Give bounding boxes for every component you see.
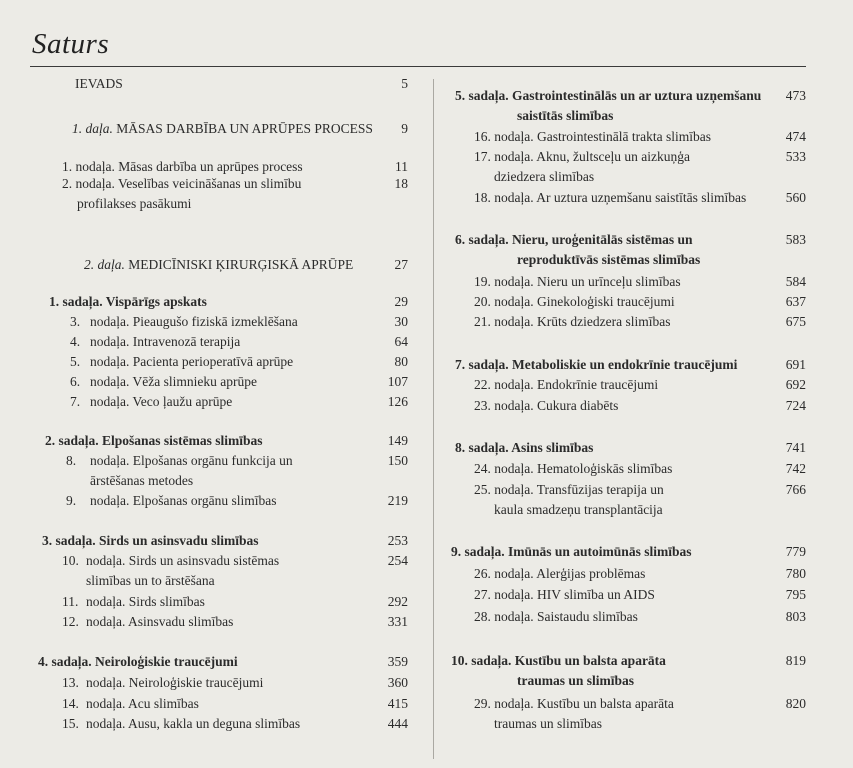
toc-page-number: 795: [785, 587, 806, 602]
toc-entry-label: 19. nodaļa. Nieru un urīnceļu slimības: [474, 274, 681, 289]
column-divider: [433, 79, 434, 759]
toc-page-number: 359: [387, 654, 408, 669]
toc-entry-continuation: dziedzera slimības: [494, 169, 595, 184]
toc-entry-label: nodaļa. Sirds un asinsvadu sistēmas: [86, 553, 280, 568]
toc-page-number: 584: [785, 274, 806, 289]
toc-entry-label: 1. nodaļa. Māsas darbība un aprūpes process: [62, 159, 303, 174]
toc-page-number: 331: [387, 614, 408, 629]
chapter-number: 7.: [70, 394, 81, 409]
toc-page-number: 560: [785, 190, 806, 205]
toc-page-number: 64: [394, 334, 408, 349]
toc-entry-label: nodaļa. Elpošanas orgānu slimības: [90, 493, 277, 508]
toc-page-number: 637: [785, 294, 806, 309]
toc-page-number: 219: [387, 493, 408, 508]
toc-entry-label: 28. nodaļa. Saistaudu slimības: [474, 609, 638, 624]
toc-page-number: 819: [785, 653, 806, 668]
section-title: 10. sadaļa. Kustību un balsta aparāta: [451, 653, 666, 668]
toc-page-number: 741: [785, 440, 806, 455]
section-title: 5. sadaļa. Gastrointestinālās un ar uztura uzņemšanu: [455, 88, 762, 103]
section-title: 1. sadaļa. Vispārīgs apskats: [49, 294, 207, 309]
toc-page-number: 583: [785, 232, 806, 247]
toc-entry-label: 20. nodaļa. Ginekoloģiski traucējumi: [474, 294, 675, 309]
toc-page-number: 415: [387, 696, 408, 711]
toc-page-number: 254: [387, 553, 408, 568]
toc-page-number: 5: [401, 76, 408, 91]
toc-entry-label: IEVADS: [75, 76, 123, 91]
toc-entry-continuation: ārstēšanas metodes: [90, 473, 194, 488]
toc-page-number: 803: [785, 609, 806, 624]
toc-page-number: 30: [394, 314, 408, 329]
section-title: 6. sadaļa. Nieru, uroģenitālās sistēmas un: [455, 232, 693, 247]
toc-entry-label: nodaļa. Asinsvadu slimības: [86, 614, 234, 629]
toc-page-number: 80: [394, 354, 408, 369]
chapter-number: 15.: [62, 716, 79, 731]
chapter-number: 10.: [62, 553, 79, 568]
chapter-number: 4.: [70, 334, 81, 349]
toc-page-number: 18: [394, 176, 408, 191]
toc-page-number: 29: [394, 294, 408, 309]
section-title-continuation: reproduktīvās sistēmas slimības: [517, 252, 701, 267]
toc-page-number: 779: [785, 544, 806, 559]
page-title: Saturs: [32, 28, 110, 60]
toc-page-number: 692: [785, 377, 806, 392]
toc-entry-continuation: traumas un slimības: [494, 716, 602, 731]
part-prefix: 2. daļa.: [84, 257, 125, 272]
toc-page-number: 149: [387, 433, 408, 448]
toc-page-number: 292: [387, 594, 408, 609]
toc-entry-continuation: slimības un to ārstēšana: [86, 573, 215, 588]
chapter-number: 5.: [70, 354, 81, 369]
toc-entry-label: nodaļa. Pacienta perioperatīvā aprūpe: [90, 354, 294, 369]
toc-entry-label: 29. nodaļa. Kustību un balsta aparāta: [474, 696, 674, 711]
toc-page-number: 360: [387, 675, 408, 690]
toc-entry-label: nodaļa. Neiroloģiskie traucējumi: [86, 675, 264, 690]
chapter-number: 6.: [70, 374, 81, 389]
toc-page-number: 27: [394, 257, 408, 272]
section-title: 4. sadaļa. Neiroloģiskie traucējumi: [38, 654, 238, 669]
toc-page-number: 691: [785, 357, 806, 372]
toc-page-number: 780: [785, 566, 806, 581]
toc-entry-label: nodaļa. Intravenozā terapija: [90, 334, 241, 349]
chapter-number: 12.: [62, 614, 79, 629]
chapter-number: 13.: [62, 675, 79, 690]
chapter-number: 11.: [62, 594, 79, 609]
toc-page-number: 253: [387, 533, 408, 548]
toc-page-number: 150: [387, 453, 408, 468]
toc-entry-label: 21. nodaļa. Krūts dziedzera slimības: [474, 314, 671, 329]
toc-page-number: 107: [387, 374, 408, 389]
section-title: 8. sadaļa. Asins slimības: [455, 440, 594, 455]
section-title: 7. sadaļa. Metaboliskie un endokrīnie traucējumi: [455, 357, 738, 372]
toc-page-number: 742: [785, 461, 806, 476]
toc-entry-continuation: profilakses pasākumi: [77, 196, 192, 211]
toc-page-number: 11: [395, 159, 408, 174]
section-title: 2. sadaļa. Elpošanas sistēmas slimības: [45, 433, 263, 448]
toc-entry-label: nodaļa. Veco ļaužu aprūpe: [90, 394, 233, 409]
toc-entry-label: nodaļa. Ausu, kakla un deguna slimības: [86, 716, 301, 731]
toc-page-number: 444: [387, 716, 408, 731]
toc-page-number: 474: [785, 129, 806, 144]
toc-page-number: 473: [785, 88, 806, 103]
toc-page-number: 675: [785, 314, 806, 329]
toc-entry-label: nodaļa. Vēža slimnieku aprūpe: [90, 374, 257, 389]
chapter-number: 9.: [66, 493, 77, 508]
toc-page-number: 820: [785, 696, 806, 711]
section-title-continuation: saistītās slimības: [517, 108, 614, 123]
toc-entry-label: nodaļa. Elpošanas orgānu funkcija un: [90, 453, 293, 468]
toc-entry-label: 23. nodaļa. Cukura diabēts: [474, 398, 619, 413]
toc-entry-label: 17. nodaļa. Aknu, žultsceļu un aizkuņģa: [474, 149, 690, 164]
toc-entry-label: 2. nodaļa. Veselības veicināšanas un slimību: [62, 176, 302, 191]
toc-entry-label: nodaļa. Sirds slimības: [86, 594, 205, 609]
toc-entry-continuation: kaula smadzeņu transplantācija: [494, 502, 663, 517]
toc-entry-label: 22. nodaļa. Endokrīnie traucējumi: [474, 377, 659, 392]
toc-entry-label: 16. nodaļa. Gastrointestinālā trakta slimības: [474, 129, 711, 144]
toc-page-number: 9: [401, 121, 408, 136]
toc-entry-label: 24. nodaļa. Hematoloģiskās slimības: [474, 461, 673, 476]
part-prefix: 1. daļa.: [72, 121, 113, 136]
toc-page-number: 766: [785, 482, 806, 497]
section-title: 3. sadaļa. Sirds un asinsvadu slimības: [42, 533, 259, 548]
toc-entry-label: 26. nodaļa. Alerģijas problēmas: [474, 566, 646, 581]
toc-entry-label: 25. nodaļa. Transfūzijas terapija un: [474, 482, 664, 497]
section-title: 9. sadaļa. Imūnās un autoimūnās slimības: [451, 544, 692, 559]
toc-entry-label: 27. nodaļa. HIV slimība un AIDS: [474, 587, 655, 602]
toc-entry-label: nodaļa. Pieaugušo fiziskā izmeklēšana: [90, 314, 298, 329]
title-rule: [30, 66, 806, 67]
chapter-number: 3.: [70, 314, 81, 329]
part-title: MĀSAS DARBĪBA UN APRŪPES PROCESS: [116, 121, 373, 136]
section-title-continuation: traumas un slimības: [517, 673, 635, 688]
toc-entry-label: 18. nodaļa. Ar uztura uzņemšanu saistītās slimības: [474, 190, 747, 205]
toc-page-number: 533: [785, 149, 806, 164]
part-title: MEDICĪNISKI ĶIRURĢISKĀ APRŪPE: [128, 257, 354, 272]
toc-entry-label: nodaļa. Acu slimības: [86, 696, 199, 711]
chapter-number: 8.: [66, 453, 77, 468]
toc-page-number: 724: [785, 398, 806, 413]
chapter-number: 14.: [62, 696, 79, 711]
toc-page-number: 126: [387, 394, 408, 409]
